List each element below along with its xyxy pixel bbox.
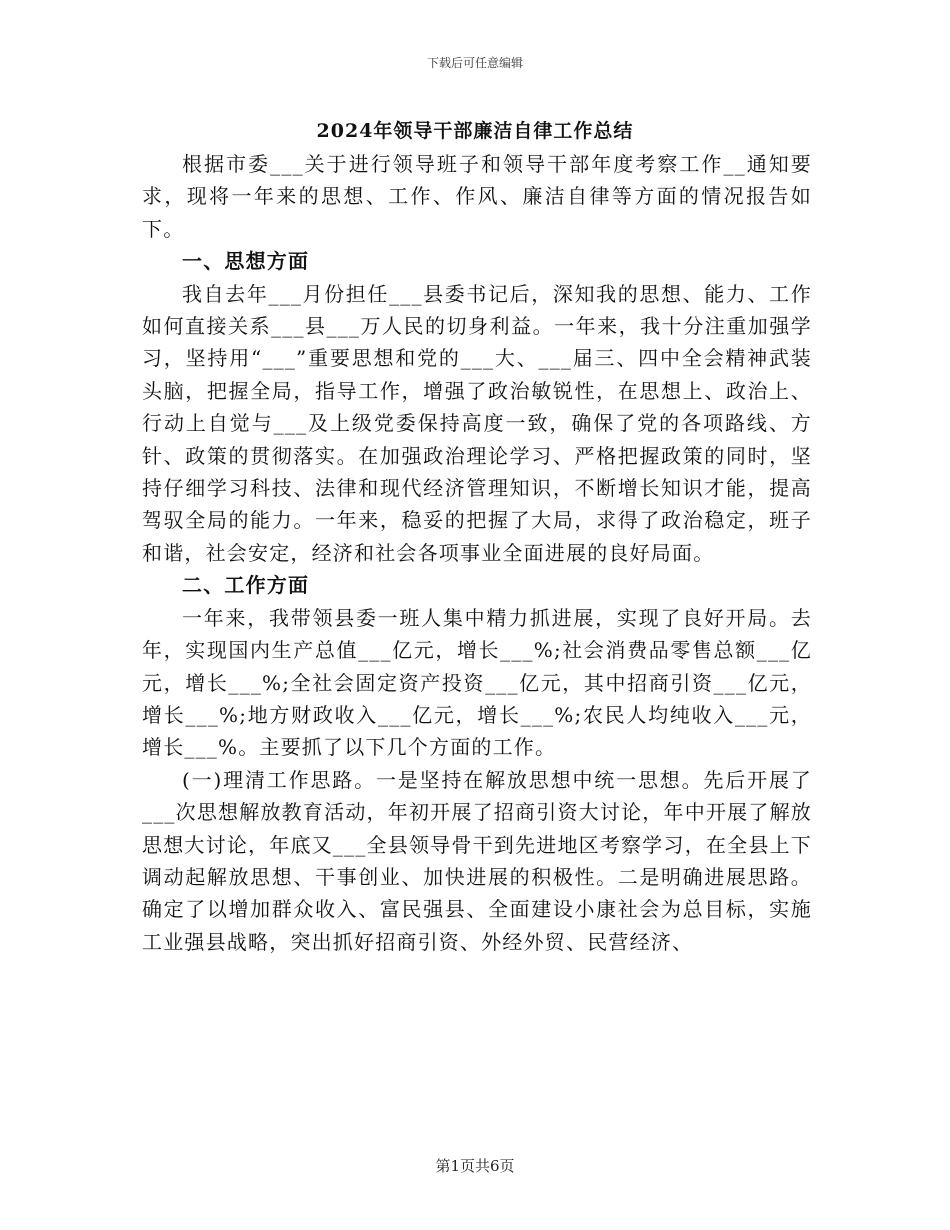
section-heading-work: 二、工作方面 [182,573,310,598]
section-heading-thought: 一、思想方面 [182,249,310,274]
page-number: 第1页共6页 [435,1157,515,1175]
section-work-paragraph-2: (一)理清工作思路。一是坚持在解放思想中统一思想。先后开展了___次思想解放教育活动，年初开展了招商引资大讨论，年中开展了解放思想大讨论，年底又___全县领导骨干到先进地区考察学习，在全县上下调动起解放思想、干事创业、加快进展的积极性。二是明确进展思路。确定了以增加群众收入、富民强县、全面建设小康社会为总目标，实施工业强县战略，突出抓好招商引资、外经外贸、民营经济、 [142,767,812,954]
document-title: 2024年领导干部廉洁自律工作总结 [316,120,634,142]
intro-paragraph: 根据市委___关于进行领导班子和领导干部年度考察工作__通知要求，现将一年来的思想、工作、作风、廉洁自律等方面的情况报告如下。 [142,152,812,241]
page-header-note: 下载后可任意编辑 [426,56,523,70]
document-body [142,148,812,958]
section-work-paragraph-1: 一年来，我带领县委一班人集中精力抓进展，实现了良好开局。去年，实现国内生产总值___亿元，增长___%;社会消费品零售总额___亿元，增长___%;全社会固定资产投资___亿元，其中招商引资___亿元，增长___%;地方财政收入___亿元，增长___%;农民人均纯收入___元，增长___%。主要抓了以下几个方面的工作。 [142,605,812,760]
section-thought-paragraph: 我自去年___月份担任___县委书记后，深知我的思想、能力、工作如何直接关系___县___万人民的切身利益。一年来，我十分注重加强学习，坚持用“___”重要思想和党的___大、___届三、四中全会精神武装头脑，把握全局，指导工作，增强了政治敏锐性，在思想上、政治上、行动上自觉与___及上级党委保持高度一致，确保了党的各项路线、方针、政策的贯彻落实。在加强政治理论学习、严格把握政策的同时，坚持仔细学习科技、法律和现代经济管理知识，不断增长知识才能，提高驾驭全局的能力。一年来，稳妥的把握了大局，求得了政治稳定，班子和谐，社会安定，经济和社会各项事业全面进展的良好局面。 [142,281,812,565]
